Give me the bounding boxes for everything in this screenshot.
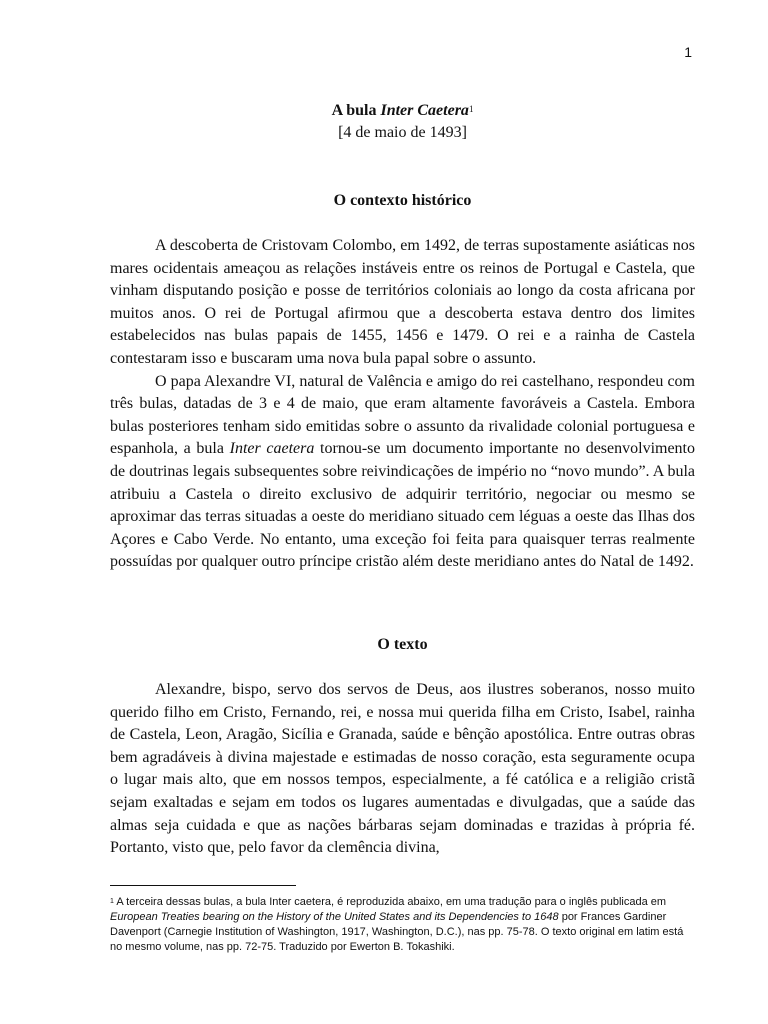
footnote-marker: 1 — [110, 898, 114, 905]
section-context-body — [110, 235, 695, 574]
paragraph: Alexandre, bispo, servo dos servos de Deus, aos ilustres soberanos, nosso muito querido filho em Cristo, Fernando, rei, e nossa mui querida filha em Cristo, Isabel, rainha de Castela, Leon, Aragão, Sicília e Granada, saúde e bênção apostólica. Entre outras obras bem agradáveis à divina majestade e estimadas de nosso coração, esta seguramente ocupa o lugar mais alto, que em nossos tempos, especialmente, a fé católica e a religião cristã sejam exaltadas e sejam em todos os lugares aumentadas e divulgadas, que a saúde das almas seja cuidada e que as nações bárbaras sejam dominadas e trazidas à própria fé. Portanto, visto que, pelo favor da clemência divina, — [110, 681, 695, 857]
document-title — [110, 100, 695, 144]
title-italic: Inter Caetera — [380, 102, 469, 119]
page-number: 1 — [684, 44, 692, 60]
section-heading-context: O contexto histórico — [333, 192, 472, 209]
footnote-divider — [110, 885, 296, 886]
title-main — [110, 100, 695, 122]
footnote — [110, 895, 695, 955]
paragraph-italic: Inter caetera — [229, 440, 315, 458]
paragraph: A descoberta de Cristovam Colombo, em 1492, de terras supostamente asiáticas nos mares ocidentais ameaçou as relações instáveis entre os reinos de Portugal e Castela, que vinham disputando posição e posse de territórios coloniais ao longo da costa africana por muitos anos. O rei de Portugal afirmou que a descoberta estava dentro dos limites estabelecidos nas bulas papais de 1455, 1456 e 1479. O rei e a rainha de Castela contestaram isso e buscaram uma nova bula papal sobre o assunto. — [110, 237, 695, 367]
section-text-body — [110, 679, 695, 860]
footnote-text: A terceira dessas bulas, a bula Inter caetera, é reproduzida abaixo, em uma tradução para o inglês publicada em — [113, 896, 667, 908]
footnote-text: por Frances Gardiner Davenport (Carnegie Institution of Washington, 1917, Washington, D.C.), nas pp. 75-78. O texto original em latim está no mesmo volume, nas pp. 72-75. Traduzido por Ewerton B. Tokashiki. — [110, 911, 684, 953]
title-footnote-ref[interactable]: 1 — [468, 104, 474, 114]
footnote-italic-title: European Treaties bearing on the History of the United States and its Dependencies to 1648 — [110, 911, 559, 923]
paragraph-text: tornou-se um documento importante no desenvolvimento de doutrinas legais subsequentes sobre reivindicações de império no “novo mundo”. A bula atribuiu a Castela o direito exclusivo de adquirir território, negociar ou mesmo se aproximar das terras situadas a oeste do meridiano situado cem léguas a oeste das Ilhas dos Açores e Cabo Verde. No entanto, uma exceção foi feita para quaisquer terras realmente possuídas por qualquer outro príncipe cristão além deste meridiano antes do Natal de 1492. — [110, 440, 696, 571]
paragraph-text: O papa Alexandre VI, natural de Valência e amigo do rei castelhano, respondeu com três bulas, datadas de 3 e 4 de maio, que eram altamente favoráveis a Castela. Embora bulas posteriores tenham sido emitidas sobre o assunto da rivalidade colonial portuguesa e espanhola, a bula — [110, 372, 695, 458]
paragraph — [110, 371, 695, 574]
title-prefix: A bula — [331, 102, 381, 119]
section-heading-text: O texto — [377, 636, 428, 653]
title-date: [4 de maio de 1493] — [338, 124, 467, 141]
